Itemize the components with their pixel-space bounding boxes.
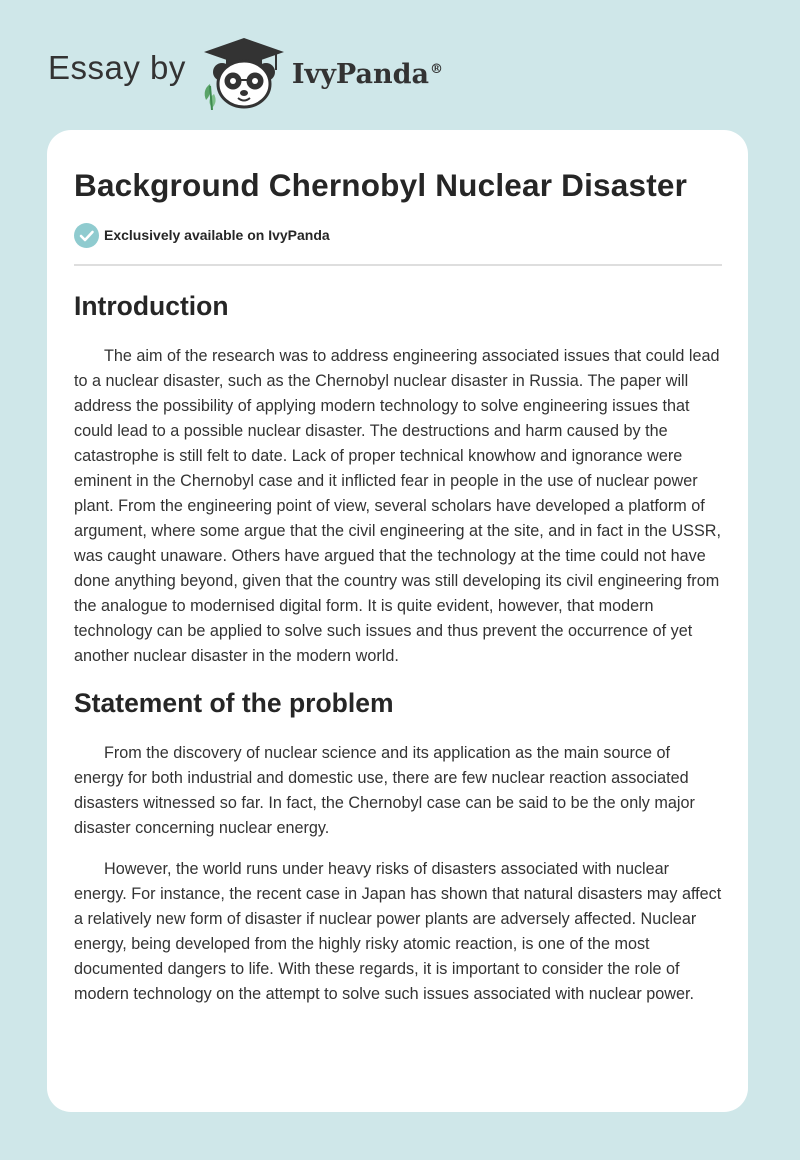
paragraph: From the discovery of nuclear science and its application as the main source of energy for both industrial and domestic use, there are few nuclear reaction associated disasters witnessed so far. In fact, the Chernobyl case can be said to be the only major disaster concerning nuclear energy. — [74, 744, 695, 837]
page-title: Background Chernobyl Nuclear Disaster — [74, 167, 688, 203]
brand-prefix: Essay by — [48, 49, 186, 86]
exclusive-badge — [74, 222, 722, 248]
checkmark-icon — [74, 223, 99, 248]
brand-name[interactable]: IvyPanda® — [291, 58, 443, 90]
paragraph: The aim of the research was to address engineering associated issues that could lead to a nuclear disaster, such as the Chernobyl nuclear disaster in Russia. The paper will address the possibility of applying modern technology to solve engineering issues that could lead to a possible nuclear disaster. The destructions and harm caused by the catastrophe is still felt to date. Lack of proper technical knowhow and ignorance were eminent in the Chernobyl case and it inflicted fear in people in the use of nuclear power plant. From the engineering point of view, several scholars have developed a platform of argument, where some argue that the civil engineering at the site, and in fact in the USSR, was caught unaware. Others have argued that the technology at the time could not have done anything beyond, given that the country was still developing its civil engineering from the analogue to modernised digital form. It is quite evident, however, that modern technology can be applied to solve such issues and thus prevent the occurrence of yet another nuclear disaster in the modern world. — [74, 347, 721, 665]
section-introduction — [74, 288, 722, 669]
panda-logo-icon[interactable] — [200, 34, 288, 110]
section-statement-of-problem — [74, 685, 722, 1007]
exclusive-badge-label: Exclusively available on IvyPanda — [104, 227, 330, 243]
title-divider — [74, 264, 722, 266]
section-heading: Statement of the problem — [74, 688, 394, 718]
brand-header — [48, 36, 443, 108]
essay-card — [47, 130, 748, 1112]
paragraph: However, the world runs under heavy risks of disasters associated with nuclear energy. For instance, the recent case in Japan has shown that natural disasters may affect a relatively new form of disaster if nuclear power plants are adversely affected. Nuclear energy, being developed from the highly risky atomic reaction, is one of the most documented dangers to life. With these regards, it is important to consider the role of modern technology on the attempt to solve such issues associated with nuclear power. — [74, 860, 722, 1003]
section-heading: Introduction — [74, 291, 229, 321]
